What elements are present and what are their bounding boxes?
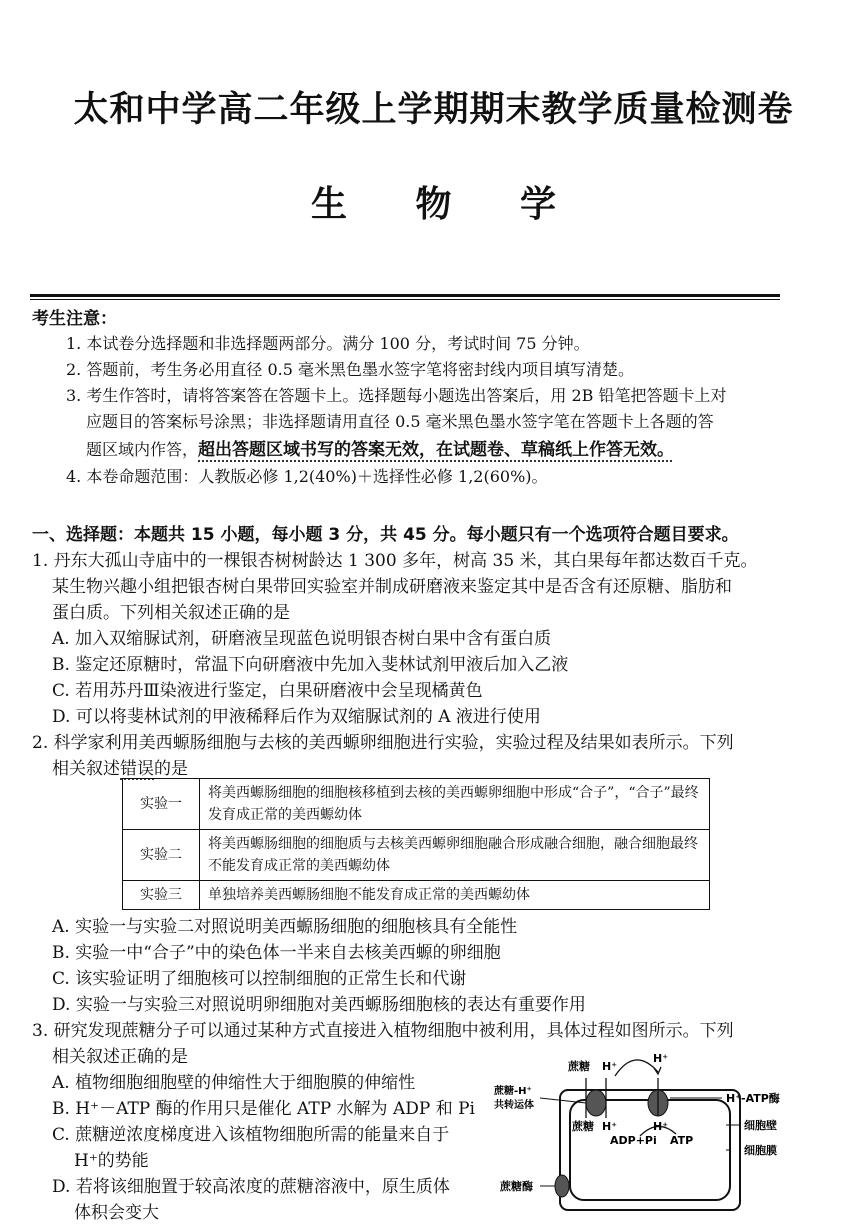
table-cell-name: 实验二: [123, 830, 200, 881]
table-cell-name: 实验一: [123, 779, 200, 830]
notice-item-1: 1. 本试卷分选择题和非选择题两部分。满分 100 分，考试时间 75 分钟。: [66, 334, 590, 353]
q3-option-a: A. 植物细胞细胞壁的伸缩性大于细胞膜的伸缩性: [52, 1073, 416, 1093]
q3-stem-line-1: 3. 研究发现蔗糖分子可以通过某种方式直接进入植物细胞中被利用，具体过程如图所示。下列: [32, 1021, 734, 1041]
label-sucrose-out: 蔗糖: [568, 1060, 590, 1073]
table-cell-name: 实验三: [123, 881, 200, 910]
notice-item-3: 3. 考生作答时，请将答案答在答题卡上。选择题每小题选出答案后，用 2B 铅笔把答题卡上对: [66, 386, 727, 405]
q2-option-a: A. 实验一与实验二对照说明美西螈肠细胞的细胞核具有全能性: [52, 917, 518, 937]
q1-option-c: C. 若用苏丹Ⅲ染液进行鉴定，白果研磨液中会呈现橘黄色: [52, 681, 483, 701]
exam-title: 太和中学高二年级上学期期末教学质量检测卷: [73, 90, 794, 130]
section-heading: 一、选择题：本题共 15 小题，每小题 3 分，共 45 分。每小题只有一个选项符合题目要求。: [32, 525, 739, 545]
notice-item-3-cont2: [86, 435, 674, 460]
h-cycle-arrow: [615, 1060, 658, 1076]
label-h-out-1: H⁺: [602, 1060, 618, 1073]
q2-option-c: C. 该实验证明了细胞核可以控制细胞的正常生长和代谢: [52, 969, 467, 989]
table-row: [123, 830, 710, 881]
divider-thick: [30, 294, 780, 297]
q3-option-b: B. H⁺－ATP 酶的作用只是催化 ATP 水解为 ADP 和 Pi: [52, 1099, 475, 1119]
notice-heading: 考生注意：: [32, 309, 117, 329]
q3-stem-line-2: 相关叙述正确的是: [52, 1047, 188, 1067]
q1-stem-line-1: 1. 丹东大孤山寺庙中的一棵银杏树树龄达 1 300 多年，树高 35 米，其白果每年都达数百千克。: [32, 551, 758, 571]
table-row: [123, 779, 710, 830]
notice-item-4: 4. 本卷命题范围：人教版必修 1,2(40%)＋选择性必修 1,2(60%)。: [66, 467, 548, 486]
q2-stem-line-2: [52, 754, 188, 779]
experiment-table: [122, 778, 710, 910]
table-row: [123, 881, 710, 910]
q1-stem-line-2: 某生物兴趣小组把银杏树白果带回实验室并制成研磨液来鉴定其中是否含有还原糖、脂肪和: [52, 577, 732, 597]
cell-transport-diagram: [490, 1048, 820, 1218]
notice-item-2: 2. 答题前，考生务必用直径 0.5 毫米黑色墨水签字笔将密封线内项目填写清楚。: [66, 360, 634, 379]
q1-stem-line-3: 蛋白质。下列相关叙述正确的是: [52, 603, 290, 623]
label-cell-wall: 细胞壁: [744, 1119, 777, 1132]
label-h-out-2: H⁺: [653, 1052, 669, 1065]
table-cell-desc: 单独培养美西螈肠细胞不能发育成正常的美西螈幼体: [200, 881, 710, 910]
notice-item-3-cont: 应题目的答案标号涂黑；非选择题请用直径 0.5 毫米黑色墨水签字笔在答题卡上各题的答: [86, 412, 714, 431]
q2-stem-pre: 相关叙述: [52, 759, 120, 779]
notice-item-3-tail: 题区域内作答，: [86, 440, 199, 459]
q2-stem-emphasis: 错误: [120, 759, 154, 779]
q2-stem-post: 的是: [154, 759, 188, 779]
cotransporter-protein: [586, 1090, 606, 1116]
divider-thin: [30, 299, 780, 300]
q1-option-a: A. 加入双缩脲试剂，研磨液呈现蓝色说明银杏树白果中含有蛋白质: [52, 629, 552, 649]
label-h-in-2: H⁺: [653, 1120, 669, 1133]
label-sucrose-in: 蔗糖: [572, 1120, 594, 1133]
label-cotransporter: 蔗糖-H⁺: [494, 1086, 532, 1097]
q3-option-d: D. 若将该细胞置于较高浓度的蔗糖溶液中，原生质体: [52, 1177, 450, 1197]
label-h-in-1: H⁺: [602, 1120, 618, 1133]
table-cell-desc: 将美西螈肠细胞的细胞核移植到去核的美西螈卵细胞中形成“合子”，“合子”最终发育成正常的美西螈幼体: [200, 779, 710, 830]
table-cell-desc: 将美西螈肠细胞的细胞质与去核美西螈卵细胞融合形成融合细胞，融合细胞最终不能发育成正常的美西螈幼体: [200, 830, 710, 881]
q2-stem-line-1: 2. 科学家利用美西螈肠细胞与去核的美西螈卵细胞进行实验，实验过程及结果如表所示。下列: [32, 733, 734, 753]
label-cotransporter-2: 共转运体: [494, 1100, 534, 1111]
q1-option-b: B. 鉴定还原糖时，常温下向研磨液中先加入斐林试剂甲液后加入乙液: [52, 655, 569, 675]
q2-option-b: B. 实验一中“合子”中的染色体一半来自去核美西螈的卵细胞: [52, 943, 501, 963]
label-atp: ATP: [670, 1134, 694, 1147]
q3-option-d-cont: 体积会变大: [74, 1203, 159, 1223]
notice-emphasis: 超出答题区域书写的答案无效，在试题卷、草稿纸上作答无效。: [198, 440, 675, 460]
q3-option-c: C. 蔗糖逆浓度梯度进入该植物细胞所需的能量来自于: [52, 1125, 450, 1145]
label-adp-pi: ADP+Pi: [610, 1134, 657, 1147]
q3-option-c-cont: H⁺的势能: [74, 1151, 149, 1171]
sucrase-protein: [555, 1175, 569, 1197]
subject-title: 生 物 学: [310, 184, 585, 225]
label-cell-membrane: 细胞膜: [744, 1144, 777, 1157]
label-atpase: H⁺-ATP酶: [726, 1092, 780, 1105]
label-sucrase: 蔗糖酶: [500, 1180, 533, 1193]
q1-option-d: D. 可以将斐林试剂的甲液稀释后作为双缩脲试剂的 A 液进行使用: [52, 707, 541, 727]
q2-option-d: D. 实验一与实验三对照说明卵细胞对美西螈肠细胞核的表达有重要作用: [52, 995, 586, 1015]
